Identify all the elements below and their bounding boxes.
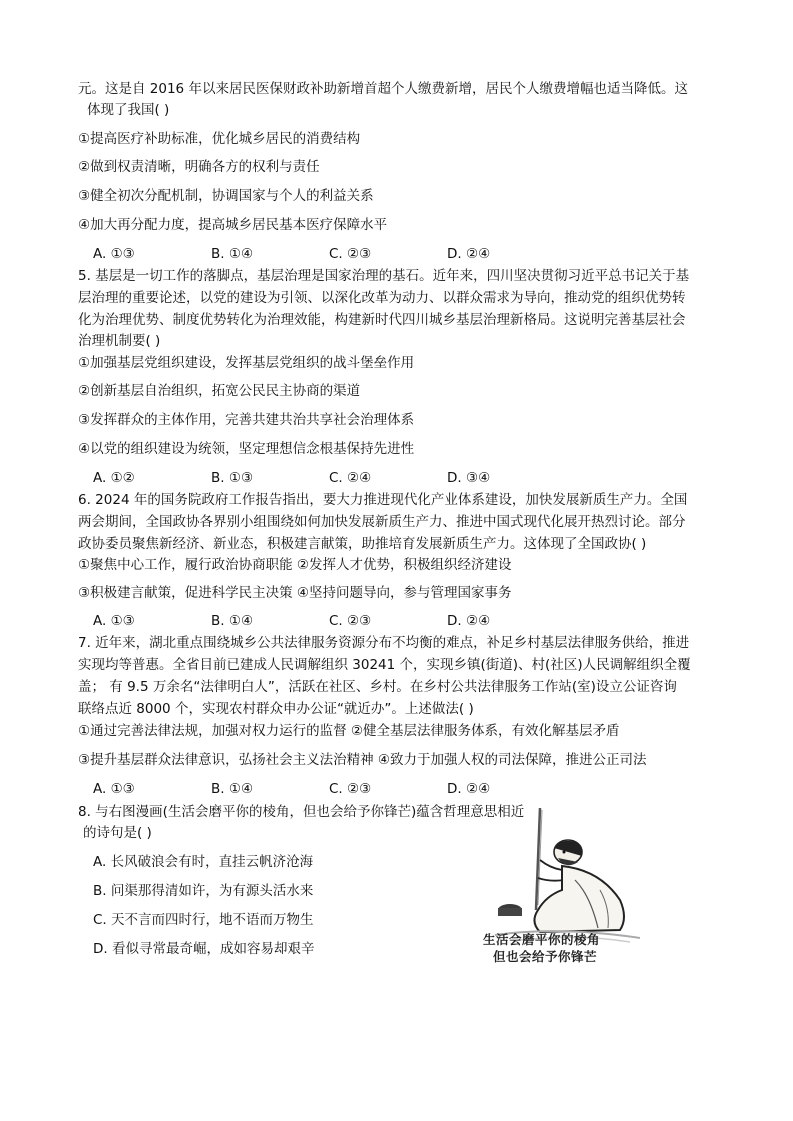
q7-option-a[interactable]: A. ①③ <box>93 781 135 797</box>
q6-stem-line2: 两会期间，全国政协各界别小组围绕如何加快发展新质生产力、推进中国式现代化展开热烈讨论。部分 <box>78 514 686 530</box>
q4-statement-3: ③健全初次分配机制，协调国家与个人的利益关系 <box>78 188 374 204</box>
q5-options <box>93 469 565 487</box>
q8-stem-line2: 的诗句是( ) <box>83 825 152 841</box>
q6-stem-line3: 政协委员聚焦新经济、新业态，积极建言献策，助推培育发展新质生产力。这体现了全国政协( ) <box>78 536 647 552</box>
q5-statement-2: ②创新基层自治组织，拓宽公民民主协商的渠道 <box>78 383 361 399</box>
q4-stem-line2: 体现了我国( ) <box>87 102 170 118</box>
q4-option-c[interactable]: C. ②③ <box>329 246 372 262</box>
q7-stem-line4: 联络点近 8000 个，实现农村群众申办公证“就近办”。上述做法( ) <box>78 701 474 717</box>
q4-options <box>93 245 565 263</box>
q4-statement-4: ④加大再分配力度，提高城乡居民基本医疗保障水平 <box>78 217 388 233</box>
q4-option-a[interactable]: A. ①③ <box>93 246 135 262</box>
q5-stem-line2: 层治理的重要论述，以党的建设为引领、以深化改革为动力、以群众需求为导向，推动党的组织优势转 <box>78 290 686 306</box>
q6-option-b[interactable]: B. ①④ <box>211 613 254 629</box>
q7-option-d[interactable]: D. ②④ <box>447 781 491 797</box>
q6-option-c[interactable]: C. ②③ <box>329 613 372 629</box>
q4-option-d[interactable]: D. ②④ <box>447 246 491 262</box>
q7-stem-line1: 7. 近年来，湖北重点围绕城乡公共法律服务资源分布不均衡的难点，补足乡村基层法律服务供给，推进 <box>78 635 690 651</box>
q5-option-b[interactable]: B. ①③ <box>211 470 254 486</box>
q6-stem-line1: 6. 2024 年的国务院政府工作报告指出，要大力推进现代化产业体系建设，加快发展新质生产力。全国 <box>78 492 688 508</box>
q8-option-c[interactable]: C. 天不言而四时行，地不语而万物生 <box>93 912 314 928</box>
q6-options <box>93 612 565 630</box>
q8-option-a[interactable]: A. 长风破浪会有时，直挂云帆济沧海 <box>93 854 314 870</box>
q5-statement-4: ④以党的组织建设为统领，坚定理想信念根基保持先进性 <box>78 441 415 457</box>
q5-statement-3: ③发挥群众的主体作用，完善共建共治共享社会治理体系 <box>78 412 415 428</box>
q5-stem-line1: 5. 基层是一切工作的落脚点，基层治理是国家治理的基石。近年来，四川坚决贯彻习近平总书记关于基 <box>78 268 690 284</box>
cartoon-body <box>534 866 624 932</box>
q8-option-b[interactable]: B. 问渠那得清如许，为有源头活水来 <box>93 883 314 899</box>
q4-statement-1: ①提高医疗补助标准，优化城乡居民的消费结构 <box>78 131 361 147</box>
q7-stem-line2: 实现均等普惠。全省目前已建成人民调解组织 30241 个，实现乡镇(街道)、村(社区)人民调解组织全覆 <box>78 657 691 673</box>
q6-statements-1-2: ①聚焦中心工作，履行政治协商职能 ②发挥人才优势，积极组织经济建设 <box>78 557 512 573</box>
q6-option-d[interactable]: D. ②④ <box>447 613 491 629</box>
cartoon-caption-line1: 生活会磨平你的棱角 <box>483 932 601 947</box>
q7-option-c[interactable]: C. ②③ <box>329 781 372 797</box>
q8-option-d[interactable]: D. 看似寻常最奇崛，成如容易却艰辛 <box>93 941 315 957</box>
q6-option-a[interactable]: A. ①③ <box>93 613 135 629</box>
q5-statement-1: ①加强基层党组织建设，发挥基层党组织的战斗堡垒作用 <box>78 355 415 371</box>
q5-option-a[interactable]: A. ①② <box>93 470 135 486</box>
q7-stem-line3: 盖； 有 9.5 万余名“法律明白人”，活跃在社区、乡村。在乡村公共法律服务工作站(室)设立公证咨询 <box>78 679 677 695</box>
q7-options <box>93 780 565 798</box>
q5-option-c[interactable]: C. ②④ <box>329 470 372 486</box>
q4-option-b[interactable]: B. ①④ <box>211 246 254 262</box>
q4-statement-2: ②做到权责清晰，明确各方的权利与责任 <box>78 159 320 175</box>
q7-statements-3-4: ③提升基层群众法律意识，弘扬社会主义法治精神 ④致力于加强人权的司法保障，推进公正司法 <box>78 752 647 768</box>
cartoon-caption-line2: 但也会给予你锋芒 <box>493 949 598 964</box>
q7-statements-1-2: ①通过完善法律法规，加强对权力运行的监督 ②健全基层法律服务体系，有效化解基层矛盾 <box>78 723 620 739</box>
q4-stem-line1: 元。这是自 2016 年以来居民医保财政补助新增首超个人缴费新增，居民个人缴费增幅也适当降低。这 <box>78 81 688 97</box>
q5-stem-line3: 化为治理优势、制度优势转化为治理效能，构建新时代四川城乡基层治理新格局。这说明完善基层社会 <box>78 312 686 328</box>
q5-option-d[interactable]: D. ③④ <box>447 470 491 486</box>
q5-stem-line4: 治理机制要( ) <box>78 333 161 349</box>
q8-stem-line1: 8. 与右图漫画(生活会磨平你的棱角，但也会给予你锋芒)蕴含哲理意思相近 <box>78 804 525 820</box>
q6-statements-3-4: ③积极建言献策，促进科学民主决策 ④坚持问题导向，参与管理国家事务 <box>78 585 512 601</box>
q7-option-b[interactable]: B. ①④ <box>211 781 254 797</box>
